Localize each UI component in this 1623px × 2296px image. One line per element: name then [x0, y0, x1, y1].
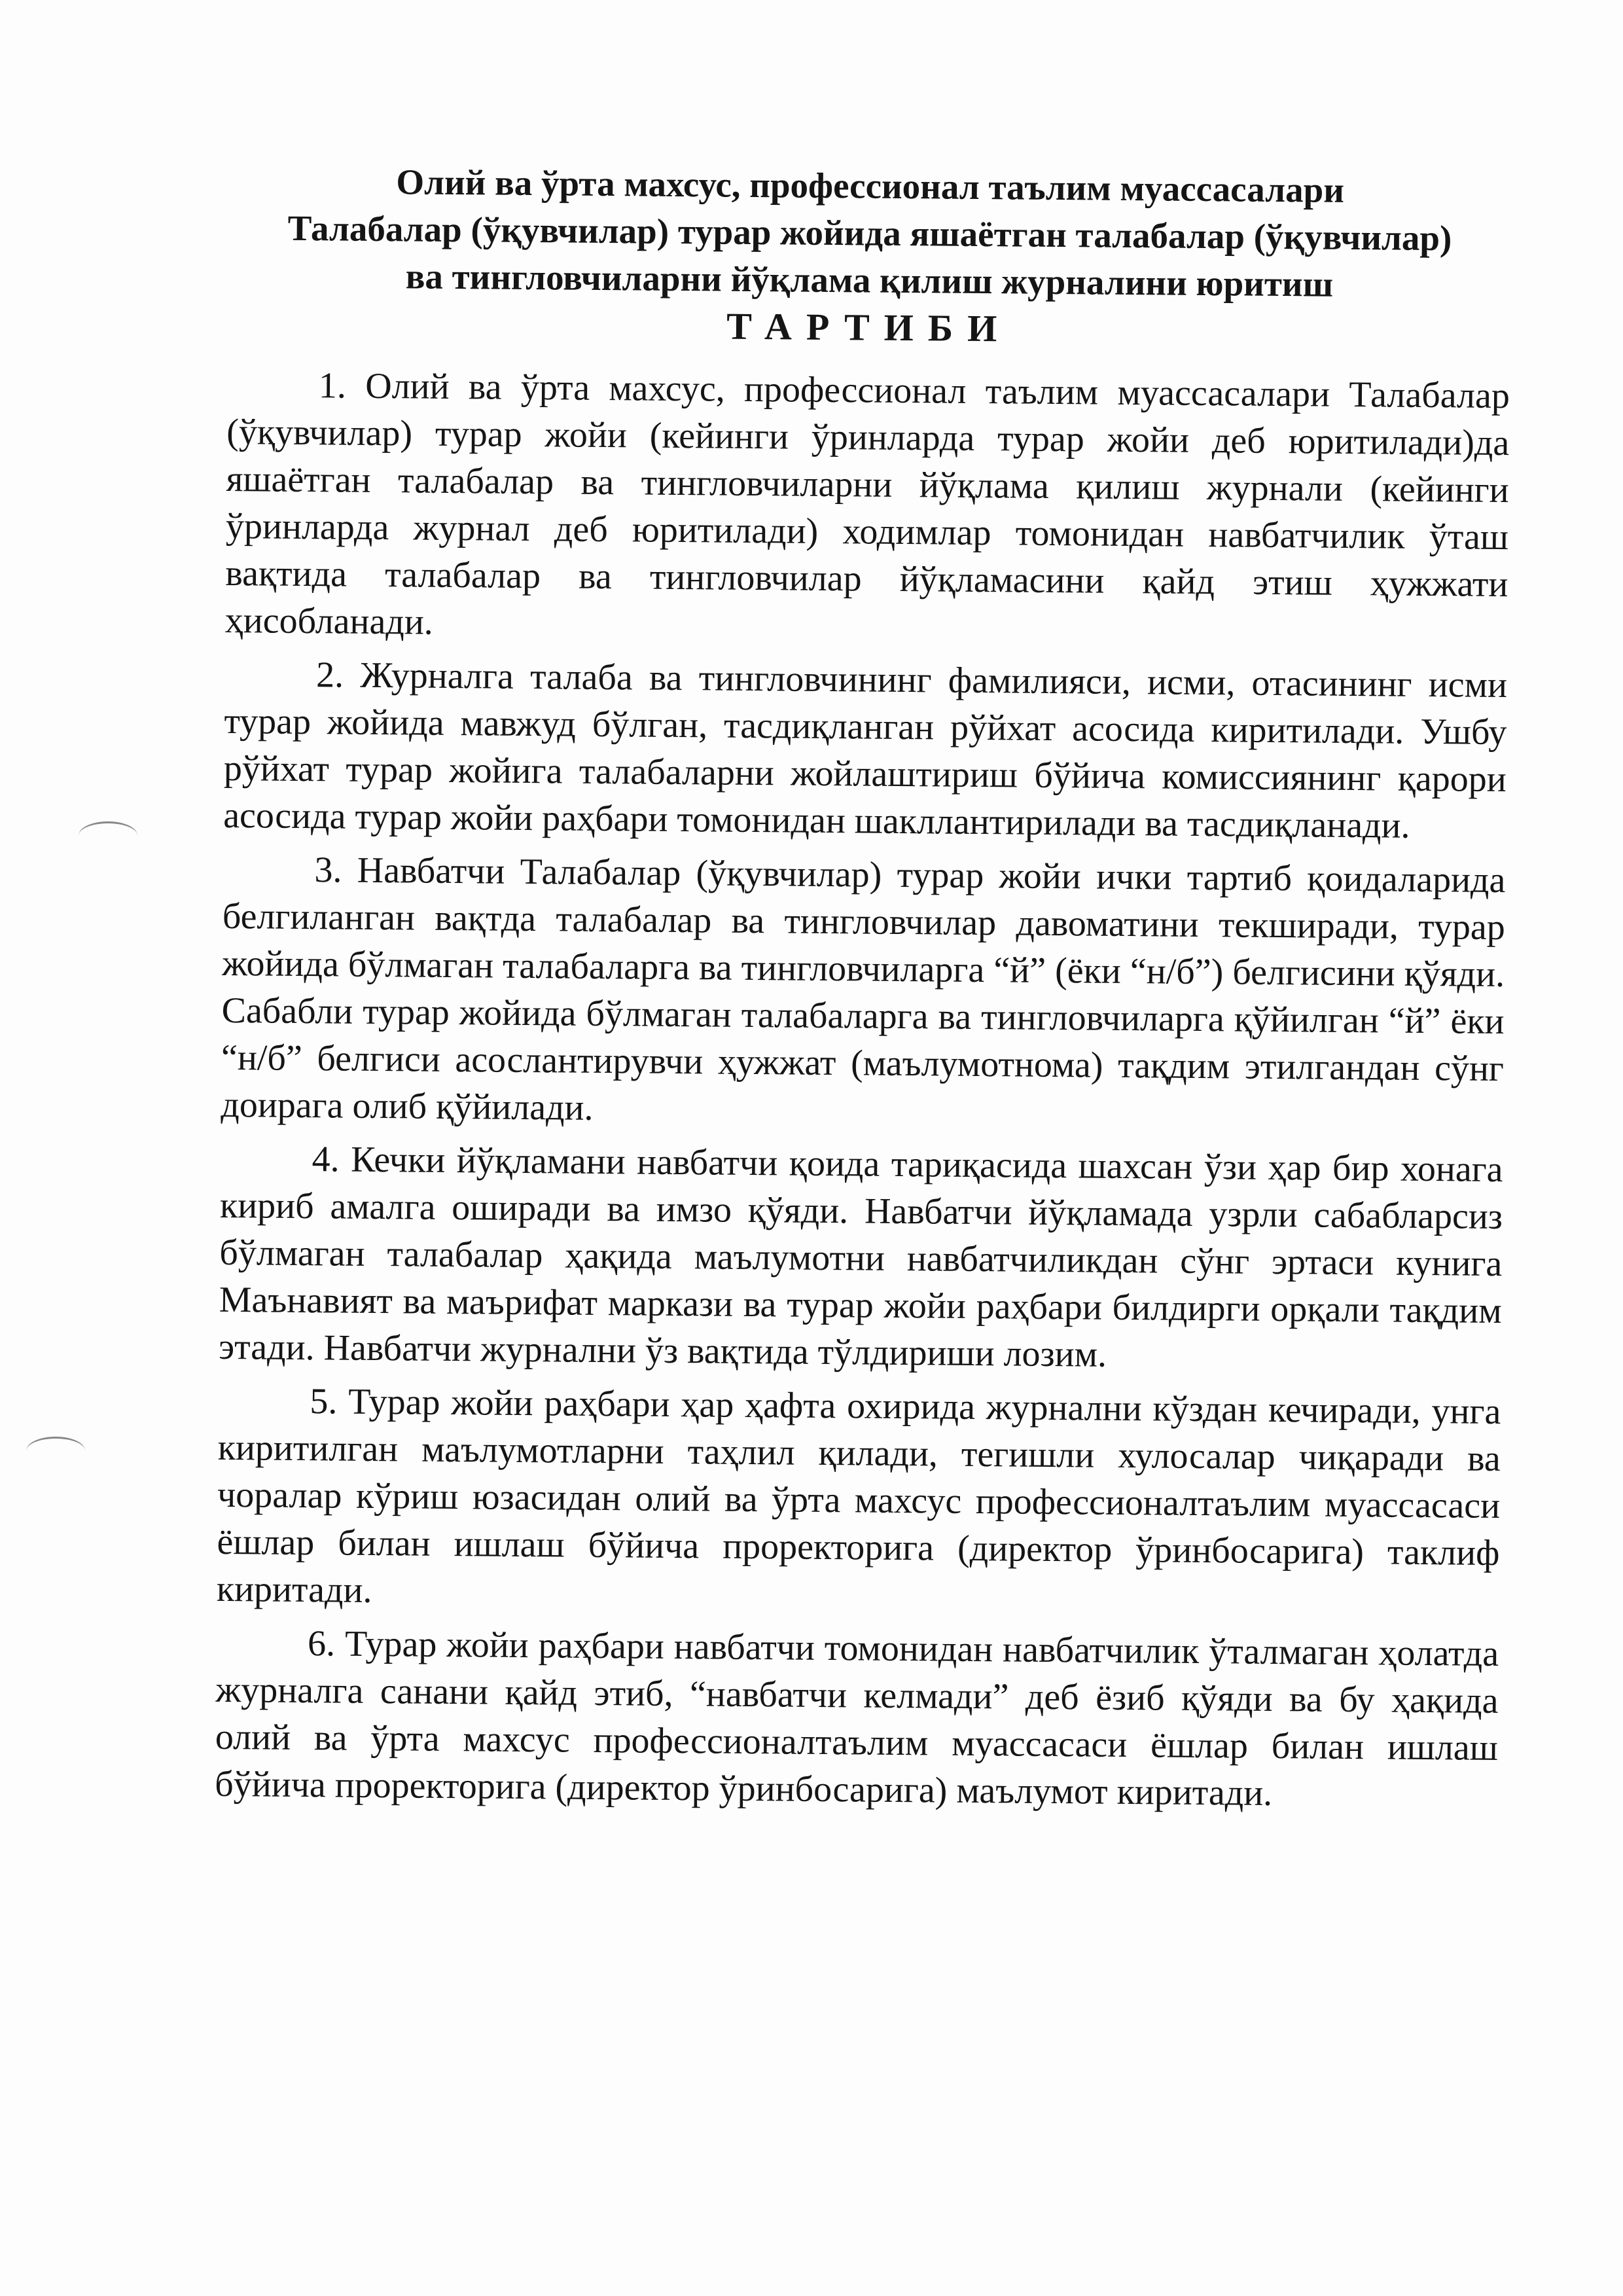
title-main: ТАРТИБИ: [726, 304, 1012, 350]
paragraph-3: 3. Навбатчи Талабалар (ўқувчилар) турар жойи ички тартиб қоидаларида белгиланган вақтда талабалар ва тингловчилар давоматини текширади, турар жойида бўлмаган талабаларга ва тингловчиларга “й” (ёки “н/б”) белгисини қўяди. Сабабли турар жойида бўлмаган талабаларга ва тингловчиларга қўйилган “й” ёки “н/б” белгиси асослантирувчи ҳужжат (маълумотнома) тақдим этилгандан сўнг доирага олиб қўйилади.: [221, 850, 1506, 1128]
document-content: [215, 157, 1512, 1825]
punch-hole-mark: [79, 821, 137, 850]
punch-hole-mark: [26, 1437, 85, 1465]
paragraph-5: 5. Турар жойи раҳбари ҳар ҳафта охирида журнални кўздан кечиради, унга киритилган маълумотларни таҳлил қилади, тегишли хулосалар чиқаради ва чоралар кўриш юзасидан олий ва ўрта махсус профессионалтаълим муассасаси ёшлар билан ишлаш бўйича проректорига (директор ўринбосарига) таклиф киритади.: [216, 1381, 1501, 1611]
paragraph-4: 4. Кечки йўқламани навбатчи қоида тариқасида шахсан ўзи ҳар бир хонага кириб амалга оширади ва имзо қўяди. Навбатчи йўқламада узрли сабабларсиз бўлмаган талабалар ҳақида маълумотни навбатчиликдан сўнг эртаси кунига Маънавият ва маърифат маркази ва турар жойи раҳбари билдирги орқали тақдим этади. Навбатчи журнални ўз вақтида тўлдириши лозим.: [218, 1139, 1503, 1375]
document-title: [227, 157, 1511, 357]
title-line-2: Талабалар (ўқувчилар) турар жойида яшаётган талабалар (ўқувчилар): [287, 207, 1452, 259]
paragraph-6: 6. Турар жойи раҳбари навбатчи томонидан навбатчилик ўталмаган ҳолатда журналга санани қайд этиб, “навбатчи келмади” деб ёзиб қўяди ва бу ҳақида олий ва ўрта махсус профессионалтаълим муассасаси ёшлар билан ишлаш бўйича проректорига (директор ўринбосарига) маълумот киритади.: [215, 1623, 1499, 1814]
paragraph-2: 2. Журналга талаба ва тингловчининг фамилияси, исми, отасининг исми турар жойида мавжуд бўлган, тасдиқланган рўйхат асосида киритилади. Ушбу рўйхат турар жойига талабаларни жойлаштириш бўйича комиссиянинг қарори асосида турар жойи раҳбари томонидан шакллантирилади ва тасдиқланади.: [223, 655, 1508, 846]
title-line-1: Олий ва ўрта махсус, профессионал таълим муассасалари: [396, 162, 1345, 210]
title-line-3: ва тингловчиларни йўқлама қилиш журналини юритиш: [405, 256, 1334, 304]
paragraph-1: 1. Олий ва ўрта махсус, профессионал таълим муассасалари Талабалар (ўқувчилар) турар жойи (кейинги ўринларда турар жойи деб юритилади)да яшаётган талабалар ва тингловчиларни йўқлама қилиш журнали (кейинги ўринларда журнал деб юритилади) ходимлар томонидан навбатчилик ўташ вақтида талабалар ва тингловчилар йўқламасини қайд этиш ҳужжати ҳисобланади.: [224, 365, 1510, 643]
